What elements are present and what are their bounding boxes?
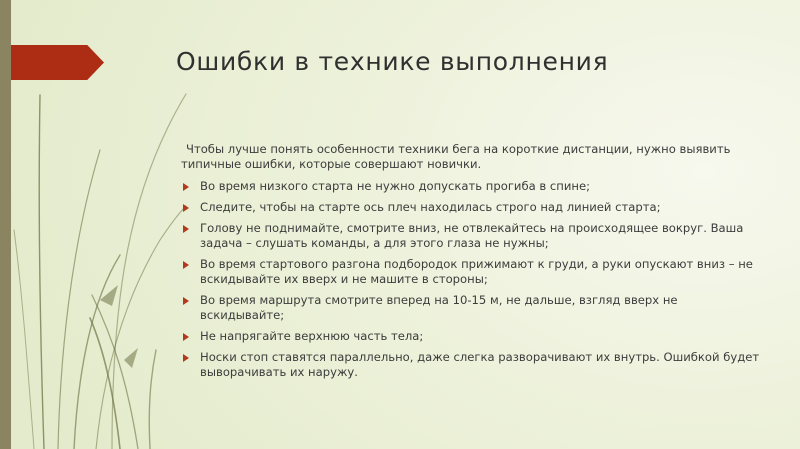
triangle-bullet-icon [183,204,189,212]
triangle-bullet-icon [183,225,189,233]
list-item-text: Не напрягайте верхнюю часть тела; [200,329,424,343]
list-item [178,200,763,215]
slide-content [178,142,763,386]
list-item [178,257,763,287]
triangle-bullet-icon [183,183,189,191]
left-accent-strip [0,0,11,449]
list-item-text: Во время маршрута смотрите вперед на 10-15 м, не дальше, взгляд вверх не вскидывайте; [200,293,678,322]
list-item-text: Следите, чтобы на старте ось плеч находилась строго над линией старта; [200,200,661,214]
list-item [178,293,763,323]
triangle-bullet-icon [183,333,189,341]
list-item [178,329,763,344]
list-item-text: Во время низкого старта не нужно допускать прогиба в спине; [200,179,591,193]
error-list [178,179,763,380]
list-item [178,350,763,380]
triangle-bullet-icon [183,261,189,269]
list-item-text: Во время стартового разгона подбородок прижимают к груди, а руки опускают вниз – не вскидывайте их вверх и не машите в стороны; [200,257,753,286]
triangle-bullet-icon [183,354,189,362]
list-item-text: Голову не поднимайте, смотрите вниз, не отвлекайтесь на происходящее вокруг. Ваша задача – слушать команды, а для этого глаза не нужны; [200,221,744,250]
triangle-bullet-icon [183,297,189,305]
list-item [178,221,763,251]
intro-paragraph: Чтобы лучше понять особенности техники бега на короткие дистанции, нужно выявить типичные ошибки, которые совершают новички. [181,142,731,171]
list-item-text: Носки стоп ставятся параллельно, даже слегка разворачивают их внутрь. Ошибкой будет выворачивать их наружу. [200,350,760,379]
page-title: Ошибки в технике выполнения [176,47,609,76]
arrow-tab-icon [11,45,104,80]
list-item [178,179,763,194]
